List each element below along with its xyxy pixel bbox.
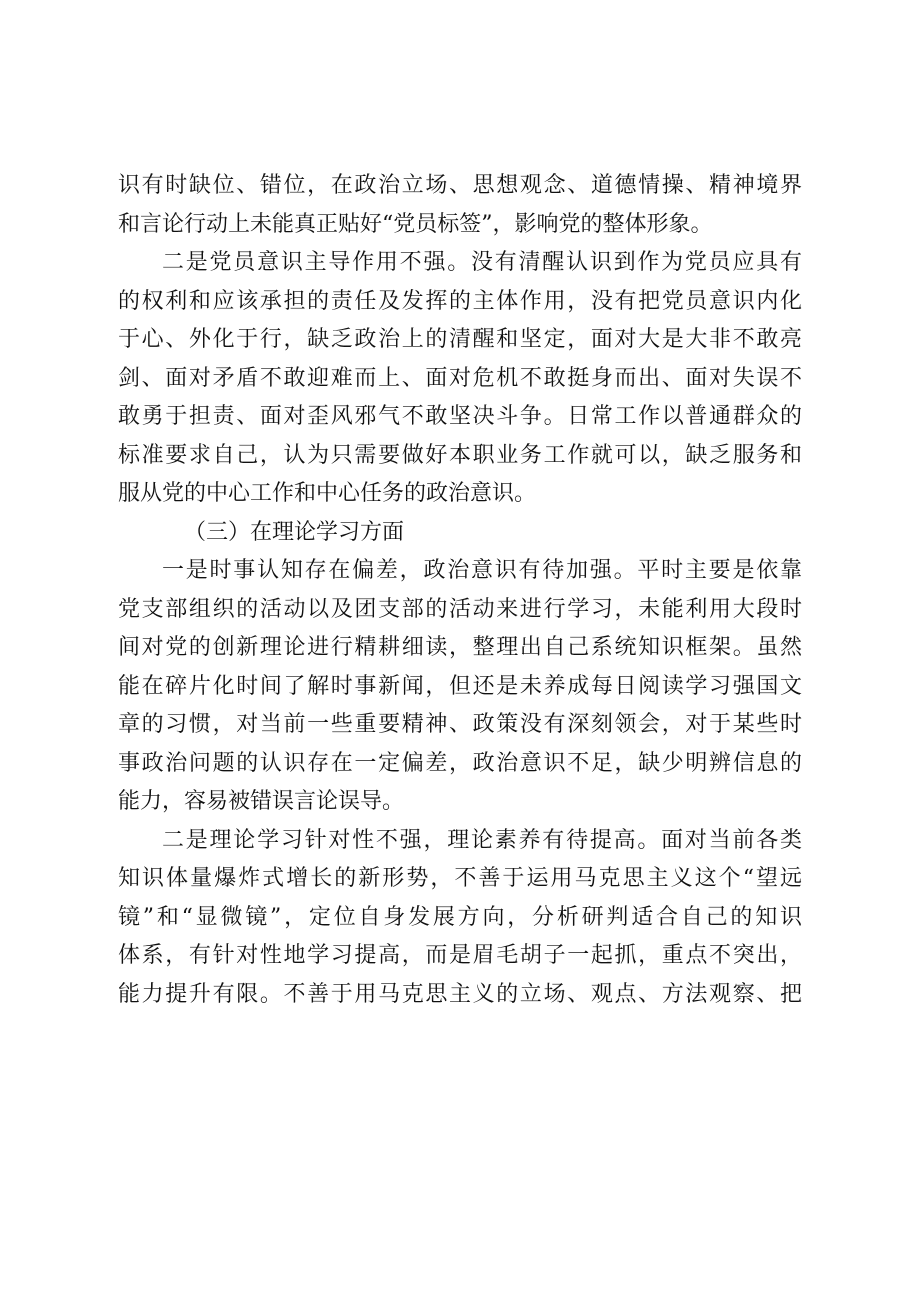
section-heading-text: （三）在理论学习方面 (184, 519, 405, 545)
text-line: 能力提升有限。不善于用马克思主义的立场、观点、方法观察、把 (118, 981, 802, 1007)
text-line: 党支部组织的活动以及团支部的活动来进行学习，未能利用大段时 (118, 596, 802, 622)
paragraph-3 (118, 552, 802, 822)
section-heading (118, 514, 802, 553)
text-line: 识有时缺位、错位，在政治立场、思想观念、道德情操、精神境界 (118, 173, 802, 198)
text-line: 和言论行动上未能真正贴好“党员标签”，影响党的整体形象。 (118, 211, 713, 237)
text-line: 体系，有针对性地学习提高，而是眉毛胡子一起抓，重点不突出， (118, 943, 802, 968)
text-line: 间对党的创新理论进行精耕细读，整理出自己系统知识框架。虽然 (118, 635, 802, 660)
paragraph-2 (118, 244, 802, 514)
text-line: 能在碎片化时间了解时事新闻，但还是未养成每日阅读学习强国文 (118, 673, 802, 699)
paragraph-1 (118, 167, 802, 244)
text-line: 标准要求自己，认为只需要做好本职业务工作就可以，缺乏服务和 (118, 442, 802, 468)
text-line: 事政治问题的认识存在一定偏差，政治意识不足，缺少明辨信息的 (118, 750, 802, 776)
document-body (118, 167, 802, 1014)
text-line: 镜”和“显微镜”，定位自身发展方向，分析研判适合自己的知识 (118, 904, 802, 930)
text-line: 二是理论学习针对性不强，理论素养有待提高。面对当前各类 (162, 827, 802, 853)
text-line: 敢勇于担责、面对歪风邪气不敢坚决斗争。日常工作以普通群众的 (118, 404, 802, 429)
text-line: 二是党员意识主导作用不强。没有清醒认识到作为党员应具有 (162, 250, 802, 275)
text-line: 服从党的中心工作和中心任务的政治意识。 (118, 481, 537, 506)
paragraph-4 (118, 822, 802, 1015)
text-line: 能力，容易被错误言论误导。 (118, 789, 405, 814)
text-line: 剑、面对矛盾不敢迎难而上、面对危机不敢挺身而出、面对失误不 (118, 365, 802, 391)
text-line: 章的习惯，对当前一些重要精神、政策没有深刻领会，对于某些时 (118, 712, 802, 737)
text-line: 的权利和应该承担的责任及发挥的主体作用，没有把党员意识内化 (118, 288, 802, 314)
text-line: 一是时事认知存在偏差，政治意识有待加强。平时主要是依靠 (162, 558, 802, 583)
text-line: 于心、外化于行，缺乏政治上的清醒和坚定，面对大是大非不敢亮 (118, 327, 802, 352)
text-line: 知识体量爆炸式增长的新形势，不善于运用马克思主义这个“望远 (118, 866, 802, 891)
